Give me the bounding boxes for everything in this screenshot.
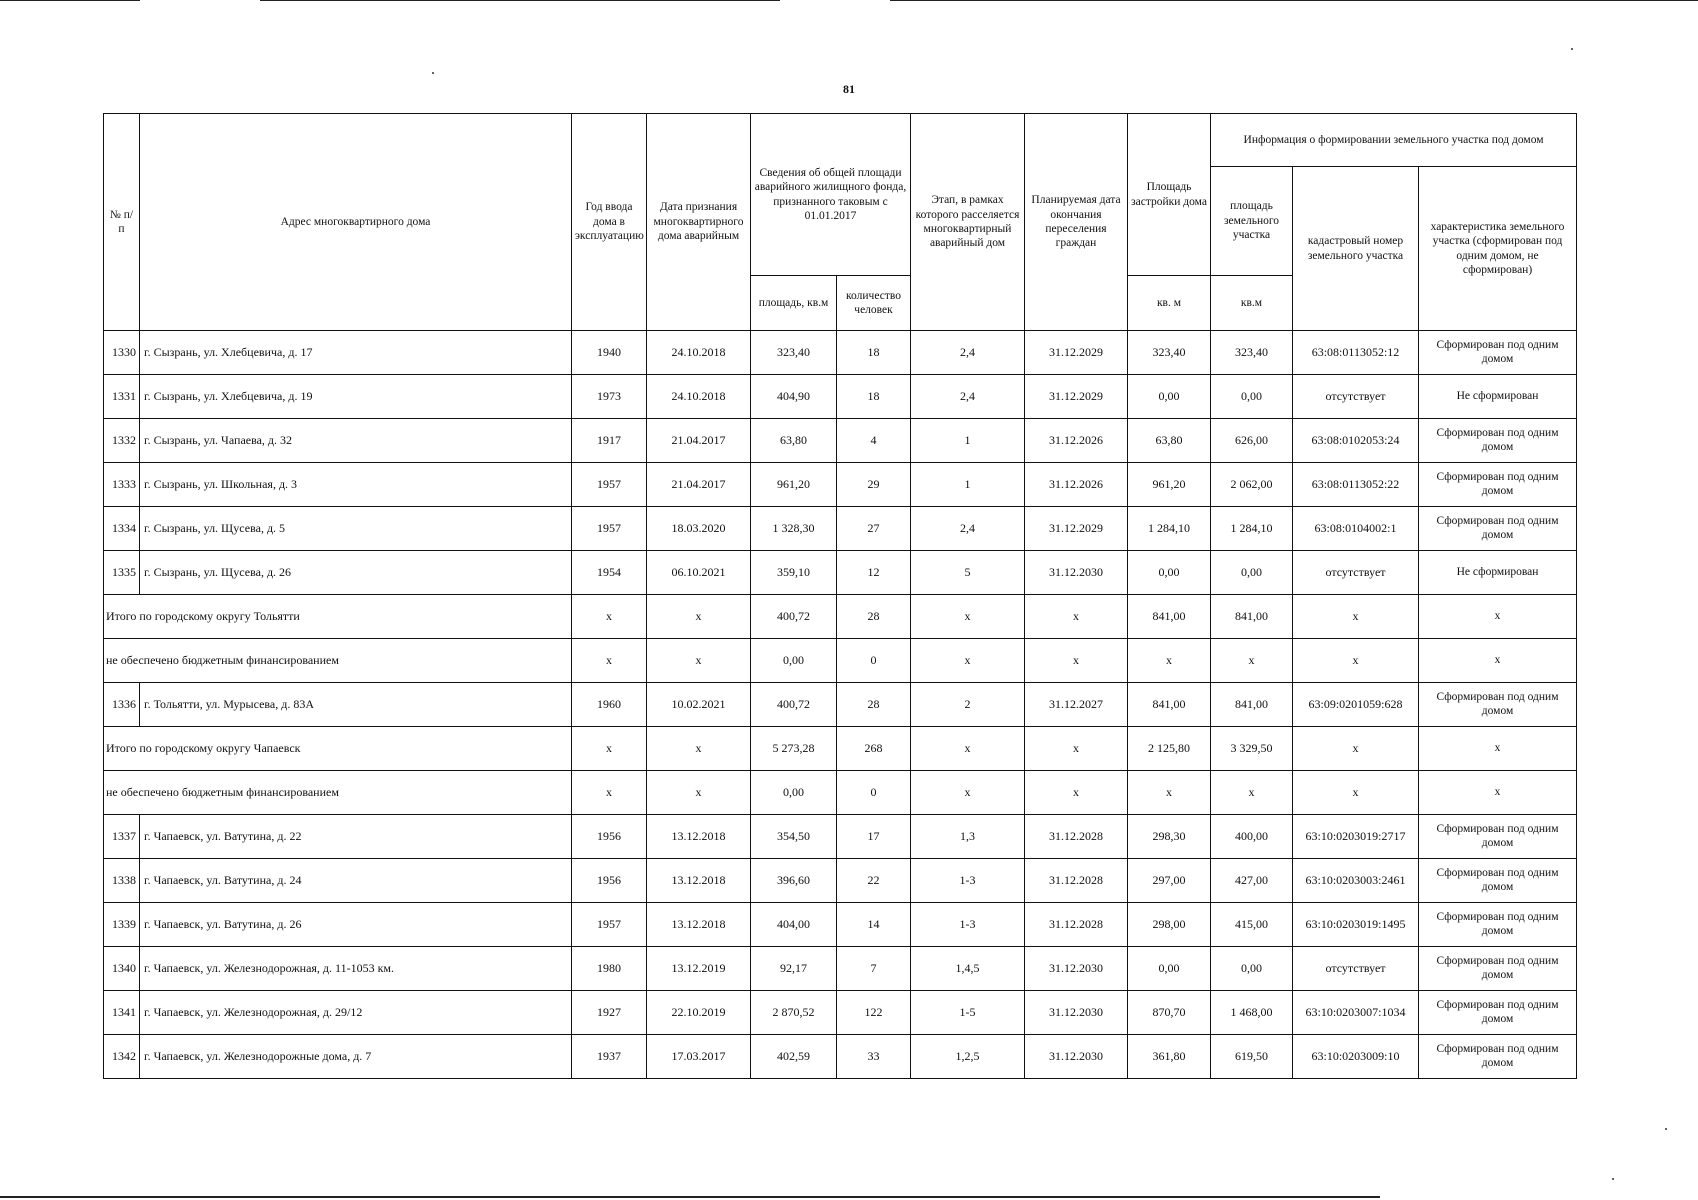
summary-label: не обеспечено бюджетным финансированием bbox=[104, 771, 572, 815]
people-cell: 28 bbox=[837, 595, 911, 639]
stage-cell: 1,2,5 bbox=[911, 1035, 1025, 1079]
stage-cell: 2,4 bbox=[911, 507, 1025, 551]
scan-edge-line bbox=[0, 0, 140, 1]
built-area-cell: 63,80 bbox=[1128, 419, 1211, 463]
area-cell: 359,10 bbox=[751, 551, 837, 595]
address-cell: г. Чапаевск, ул. Железнодорожная, д. 29/12 bbox=[140, 991, 572, 1035]
area-cell: 400,72 bbox=[751, 683, 837, 727]
row-number-cell: 1333 bbox=[104, 463, 140, 507]
characteristic-cell: Сформирован под одним домом bbox=[1419, 463, 1577, 507]
year-cell: 1957 bbox=[572, 903, 647, 947]
table-row bbox=[104, 331, 1577, 375]
stage-cell: x bbox=[911, 595, 1025, 639]
built-area-cell: 0,00 bbox=[1128, 947, 1211, 991]
built-area-cell: 961,20 bbox=[1128, 463, 1211, 507]
recognition-date-cell: 22.10.2019 bbox=[647, 991, 751, 1035]
year-cell: 1917 bbox=[572, 419, 647, 463]
land-area-cell: 427,00 bbox=[1211, 859, 1293, 903]
stage-cell: 2 bbox=[911, 683, 1025, 727]
planned-date-cell: 31.12.2028 bbox=[1025, 859, 1128, 903]
built-area-cell: 0,00 bbox=[1128, 375, 1211, 419]
header-land-area-unit: кв.м bbox=[1211, 276, 1293, 331]
year-cell: x bbox=[572, 727, 647, 771]
people-cell: 4 bbox=[837, 419, 911, 463]
year-cell: 1957 bbox=[572, 507, 647, 551]
table-row bbox=[104, 947, 1577, 991]
address-cell: г. Сызрань, ул. Чапаева, д. 32 bbox=[140, 419, 572, 463]
characteristic-cell: Сформирован под одним домом bbox=[1419, 947, 1577, 991]
characteristic-cell: Сформирован под одним домом bbox=[1419, 507, 1577, 551]
area-cell: 5 273,28 bbox=[751, 727, 837, 771]
table-row bbox=[104, 419, 1577, 463]
stage-cell: 1-3 bbox=[911, 903, 1025, 947]
characteristic-cell: x bbox=[1419, 727, 1577, 771]
stage-cell: 5 bbox=[911, 551, 1025, 595]
land-area-cell: 400,00 bbox=[1211, 815, 1293, 859]
people-cell: 0 bbox=[837, 639, 911, 683]
planned-date-cell: 31.12.2030 bbox=[1025, 551, 1128, 595]
recognition-date-cell: 17.03.2017 bbox=[647, 1035, 751, 1079]
year-cell: 1956 bbox=[572, 859, 647, 903]
page-number: 81 bbox=[843, 82, 855, 96]
cadastral-cell: отсутствует bbox=[1293, 947, 1419, 991]
recognition-date-cell: x bbox=[647, 639, 751, 683]
header-land-area: площадь земельного участка bbox=[1211, 167, 1293, 276]
characteristic-cell: Сформирован под одним домом bbox=[1419, 903, 1577, 947]
stage-cell: 1,3 bbox=[911, 815, 1025, 859]
land-area-cell: 841,00 bbox=[1211, 595, 1293, 639]
stage-cell: 1-5 bbox=[911, 991, 1025, 1035]
emergency-housing-table bbox=[103, 113, 1577, 1079]
summary-row bbox=[104, 595, 1577, 639]
people-cell: 12 bbox=[837, 551, 911, 595]
recognition-date-cell: 24.10.2018 bbox=[647, 331, 751, 375]
year-cell: 1956 bbox=[572, 815, 647, 859]
planned-date-cell: 31.12.2026 bbox=[1025, 419, 1128, 463]
cadastral-cell: 63:08:0104002:1 bbox=[1293, 507, 1419, 551]
built-area-cell: 0,00 bbox=[1128, 551, 1211, 595]
cadastral-cell: x bbox=[1293, 639, 1419, 683]
area-cell: 0,00 bbox=[751, 639, 837, 683]
table-row bbox=[104, 859, 1577, 903]
table-row bbox=[104, 683, 1577, 727]
year-cell: 1980 bbox=[572, 947, 647, 991]
address-cell: г. Тольятти, ул. Мурысева, д. 83А bbox=[140, 683, 572, 727]
year-cell: x bbox=[572, 595, 647, 639]
characteristic-cell: Сформирован под одним домом bbox=[1419, 1035, 1577, 1079]
recognition-date-cell: 21.04.2017 bbox=[647, 463, 751, 507]
header-built-area: Площадь застройки дома bbox=[1128, 114, 1211, 276]
cadastral-cell: 63:08:0113052:22 bbox=[1293, 463, 1419, 507]
characteristic-cell: x bbox=[1419, 771, 1577, 815]
row-number-cell: 1341 bbox=[104, 991, 140, 1035]
land-area-cell: 0,00 bbox=[1211, 551, 1293, 595]
scan-speck bbox=[1665, 1128, 1667, 1130]
people-cell: 29 bbox=[837, 463, 911, 507]
planned-date-cell: 31.12.2028 bbox=[1025, 903, 1128, 947]
cadastral-cell: 63:08:0102053:24 bbox=[1293, 419, 1419, 463]
area-cell: 92,17 bbox=[751, 947, 837, 991]
summary-row bbox=[104, 639, 1577, 683]
cadastral-cell: отсутствует bbox=[1293, 375, 1419, 419]
land-area-cell: 0,00 bbox=[1211, 375, 1293, 419]
header-address: Адрес многоквартирного дома bbox=[140, 114, 572, 331]
land-area-cell: 1 468,00 bbox=[1211, 991, 1293, 1035]
summary-row bbox=[104, 727, 1577, 771]
row-number-cell: 1342 bbox=[104, 1035, 140, 1079]
row-number-cell: 1336 bbox=[104, 683, 140, 727]
land-area-cell: 0,00 bbox=[1211, 947, 1293, 991]
built-area-cell: x bbox=[1128, 639, 1211, 683]
characteristic-cell: Сформирован под одним домом bbox=[1419, 331, 1577, 375]
table-row bbox=[104, 815, 1577, 859]
header-recognition-date: Дата признания многоквартирного дома аварийным bbox=[647, 114, 751, 331]
table-body bbox=[104, 331, 1577, 1079]
built-area-cell: 323,40 bbox=[1128, 331, 1211, 375]
characteristic-cell: x bbox=[1419, 595, 1577, 639]
address-cell: г. Сызрань, ул. Щусева, д. 5 bbox=[140, 507, 572, 551]
people-cell: 18 bbox=[837, 331, 911, 375]
row-number-cell: 1335 bbox=[104, 551, 140, 595]
address-cell: г. Сызрань, ул. Хлебцевича, д. 17 bbox=[140, 331, 572, 375]
row-number-cell: 1332 bbox=[104, 419, 140, 463]
recognition-date-cell: 13.12.2018 bbox=[647, 859, 751, 903]
characteristic-cell: Сформирован под одним домом bbox=[1419, 419, 1577, 463]
year-cell: x bbox=[572, 639, 647, 683]
built-area-cell: 1 284,10 bbox=[1128, 507, 1211, 551]
land-area-cell: 323,40 bbox=[1211, 331, 1293, 375]
header-built-area-unit: кв. м bbox=[1128, 276, 1211, 331]
characteristic-cell: Не сформирован bbox=[1419, 551, 1577, 595]
planned-date-cell: 31.12.2030 bbox=[1025, 947, 1128, 991]
area-cell: 396,60 bbox=[751, 859, 837, 903]
people-cell: 17 bbox=[837, 815, 911, 859]
recognition-date-cell: 13.12.2018 bbox=[647, 815, 751, 859]
land-area-cell: 415,00 bbox=[1211, 903, 1293, 947]
characteristic-cell: Сформирован под одним домом bbox=[1419, 683, 1577, 727]
cadastral-cell: отсутствует bbox=[1293, 551, 1419, 595]
address-cell: г. Сызрань, ул. Щусева, д. 26 bbox=[140, 551, 572, 595]
scan-edge-line bbox=[890, 0, 1698, 1]
built-area-cell: 298,30 bbox=[1128, 815, 1211, 859]
header-characteristic: характеристика земельного участка (сформирован под одним домом, не сформирован) bbox=[1419, 167, 1577, 331]
recognition-date-cell: x bbox=[647, 595, 751, 639]
people-cell: 18 bbox=[837, 375, 911, 419]
row-number-cell: 1340 bbox=[104, 947, 140, 991]
area-cell: 0,00 bbox=[751, 771, 837, 815]
cadastral-cell: 63:10:0203009:10 bbox=[1293, 1035, 1419, 1079]
land-area-cell: 619,50 bbox=[1211, 1035, 1293, 1079]
recognition-date-cell: 24.10.2018 bbox=[647, 375, 751, 419]
built-area-cell: 297,00 bbox=[1128, 859, 1211, 903]
stage-cell: 2,4 bbox=[911, 375, 1025, 419]
table-row bbox=[104, 991, 1577, 1035]
summary-label: Итого по городскому округу Тольятти bbox=[104, 595, 572, 639]
people-cell: 122 bbox=[837, 991, 911, 1035]
header-area-sqm: площадь, кв.м bbox=[751, 276, 837, 331]
area-cell: 404,90 bbox=[751, 375, 837, 419]
address-cell: г. Чапаевск, ул. Ватутина, д. 26 bbox=[140, 903, 572, 947]
address-cell: г. Сызрань, ул. Школьная, д. 3 bbox=[140, 463, 572, 507]
row-number-cell: 1337 bbox=[104, 815, 140, 859]
cadastral-cell: 63:10:0203003:2461 bbox=[1293, 859, 1419, 903]
year-cell: 1937 bbox=[572, 1035, 647, 1079]
people-cell: 0 bbox=[837, 771, 911, 815]
cadastral-cell: 63:10:0203007:1034 bbox=[1293, 991, 1419, 1035]
header-year: Год ввода дома в эксплуатацию bbox=[572, 114, 647, 331]
planned-date-cell: 31.12.2030 bbox=[1025, 991, 1128, 1035]
planned-date-cell: 31.12.2029 bbox=[1025, 375, 1128, 419]
cadastral-cell: 63:10:0203019:1495 bbox=[1293, 903, 1419, 947]
cadastral-cell: 63:10:0203019:2717 bbox=[1293, 815, 1419, 859]
scan-edge-line bbox=[0, 1196, 1380, 1198]
table-row bbox=[104, 375, 1577, 419]
people-cell: 33 bbox=[837, 1035, 911, 1079]
planned-date-cell: x bbox=[1025, 595, 1128, 639]
land-area-cell: x bbox=[1211, 639, 1293, 683]
land-area-cell: 626,00 bbox=[1211, 419, 1293, 463]
address-cell: г. Чапаевск, ул. Железнодорожная, д. 11-1053 км. bbox=[140, 947, 572, 991]
cadastral-cell: 63:09:0201059:628 bbox=[1293, 683, 1419, 727]
header-land-info: Информация о формировании земельного участка под домом bbox=[1211, 114, 1577, 167]
recognition-date-cell: 18.03.2020 bbox=[647, 507, 751, 551]
stage-cell: 1 bbox=[911, 419, 1025, 463]
row-number-cell: 1331 bbox=[104, 375, 140, 419]
characteristic-cell: Сформирован под одним домом bbox=[1419, 815, 1577, 859]
built-area-cell: 2 125,80 bbox=[1128, 727, 1211, 771]
people-cell: 22 bbox=[837, 859, 911, 903]
people-cell: 27 bbox=[837, 507, 911, 551]
planned-date-cell: 31.12.2027 bbox=[1025, 683, 1128, 727]
recognition-date-cell: x bbox=[647, 771, 751, 815]
stage-cell: 1,4,5 bbox=[911, 947, 1025, 991]
recognition-date-cell: 13.12.2018 bbox=[647, 903, 751, 947]
summary-row bbox=[104, 771, 1577, 815]
year-cell: 1973 bbox=[572, 375, 647, 419]
year-cell: 1954 bbox=[572, 551, 647, 595]
address-cell: г. Чапаевск, ул. Ватутина, д. 24 bbox=[140, 859, 572, 903]
table-row bbox=[104, 1035, 1577, 1079]
year-cell: x bbox=[572, 771, 647, 815]
row-number-cell: 1334 bbox=[104, 507, 140, 551]
recognition-date-cell: 13.12.2019 bbox=[647, 947, 751, 991]
built-area-cell: 841,00 bbox=[1128, 683, 1211, 727]
land-area-cell: 841,00 bbox=[1211, 683, 1293, 727]
people-cell: 28 bbox=[837, 683, 911, 727]
table-row bbox=[104, 507, 1577, 551]
area-cell: 2 870,52 bbox=[751, 991, 837, 1035]
land-area-cell: 3 329,50 bbox=[1211, 727, 1293, 771]
header-area-info: Сведения об общей площади аварийного жилищного фонда, признанного таковым с 01.01.2017 bbox=[751, 114, 911, 276]
recognition-date-cell: 06.10.2021 bbox=[647, 551, 751, 595]
stage-cell: 1-3 bbox=[911, 859, 1025, 903]
recognition-date-cell: x bbox=[647, 727, 751, 771]
year-cell: 1960 bbox=[572, 683, 647, 727]
recognition-date-cell: 21.04.2017 bbox=[647, 419, 751, 463]
people-cell: 7 bbox=[837, 947, 911, 991]
built-area-cell: 841,00 bbox=[1128, 595, 1211, 639]
built-area-cell: 361,80 bbox=[1128, 1035, 1211, 1079]
table-row bbox=[104, 551, 1577, 595]
characteristic-cell: x bbox=[1419, 639, 1577, 683]
stage-cell: x bbox=[911, 771, 1025, 815]
recognition-date-cell: 10.02.2021 bbox=[647, 683, 751, 727]
stage-cell: x bbox=[911, 727, 1025, 771]
land-area-cell: 2 062,00 bbox=[1211, 463, 1293, 507]
address-cell: г. Чапаевск, ул. Ватутина, д. 22 bbox=[140, 815, 572, 859]
summary-label: Итого по городскому округу Чапаевск bbox=[104, 727, 572, 771]
built-area-cell: x bbox=[1128, 771, 1211, 815]
address-cell: г. Чапаевск, ул. Железнодорожные дома, д. 7 bbox=[140, 1035, 572, 1079]
year-cell: 1940 bbox=[572, 331, 647, 375]
planned-date-cell: x bbox=[1025, 771, 1128, 815]
scan-speck bbox=[1571, 48, 1573, 50]
row-number-cell: 1330 bbox=[104, 331, 140, 375]
cadastral-cell: x bbox=[1293, 771, 1419, 815]
row-number-cell: 1339 bbox=[104, 903, 140, 947]
planned-date-cell: x bbox=[1025, 727, 1128, 771]
cadastral-cell: x bbox=[1293, 595, 1419, 639]
land-area-cell: 1 284,10 bbox=[1211, 507, 1293, 551]
summary-label: не обеспечено бюджетным финансированием bbox=[104, 639, 572, 683]
land-area-cell: x bbox=[1211, 771, 1293, 815]
scan-edge-line bbox=[260, 0, 780, 1]
area-cell: 354,50 bbox=[751, 815, 837, 859]
planned-date-cell: 31.12.2029 bbox=[1025, 331, 1128, 375]
planned-date-cell: x bbox=[1025, 639, 1128, 683]
built-area-cell: 298,00 bbox=[1128, 903, 1211, 947]
stage-cell: x bbox=[911, 639, 1025, 683]
planned-date-cell: 31.12.2026 bbox=[1025, 463, 1128, 507]
header-people-count: количество человек bbox=[837, 276, 911, 331]
area-cell: 323,40 bbox=[751, 331, 837, 375]
stage-cell: 2,4 bbox=[911, 331, 1025, 375]
area-cell: 961,20 bbox=[751, 463, 837, 507]
area-cell: 63,80 bbox=[751, 419, 837, 463]
header-num: № п/п bbox=[104, 114, 140, 331]
row-number-cell: 1338 bbox=[104, 859, 140, 903]
year-cell: 1927 bbox=[572, 991, 647, 1035]
area-cell: 1 328,30 bbox=[751, 507, 837, 551]
table-row bbox=[104, 463, 1577, 507]
address-cell: г. Сызрань, ул. Хлебцевича, д. 19 bbox=[140, 375, 572, 419]
area-cell: 400,72 bbox=[751, 595, 837, 639]
header-cadastral: кадастровый номер земельного участка bbox=[1293, 167, 1419, 331]
header-planned-date: Планируемая дата окончания переселения граждан bbox=[1025, 114, 1128, 331]
year-cell: 1957 bbox=[572, 463, 647, 507]
people-cell: 14 bbox=[837, 903, 911, 947]
area-cell: 404,00 bbox=[751, 903, 837, 947]
planned-date-cell: 31.12.2030 bbox=[1025, 1035, 1128, 1079]
built-area-cell: 870,70 bbox=[1128, 991, 1211, 1035]
planned-date-cell: 31.12.2028 bbox=[1025, 815, 1128, 859]
table-row bbox=[104, 903, 1577, 947]
planned-date-cell: 31.12.2029 bbox=[1025, 507, 1128, 551]
cadastral-cell: x bbox=[1293, 727, 1419, 771]
characteristic-cell: Сформирован под одним домом bbox=[1419, 991, 1577, 1035]
area-cell: 402,59 bbox=[751, 1035, 837, 1079]
characteristic-cell: Не сформирован bbox=[1419, 375, 1577, 419]
scan-speck bbox=[1612, 1178, 1614, 1180]
stage-cell: 1 bbox=[911, 463, 1025, 507]
cadastral-cell: 63:08:0113052:12 bbox=[1293, 331, 1419, 375]
header-stage: Этап, в рамках которого расселяется многоквартирный аварийный дом bbox=[911, 114, 1025, 331]
characteristic-cell: Сформирован под одним домом bbox=[1419, 859, 1577, 903]
scan-speck bbox=[432, 72, 434, 74]
people-cell: 268 bbox=[837, 727, 911, 771]
